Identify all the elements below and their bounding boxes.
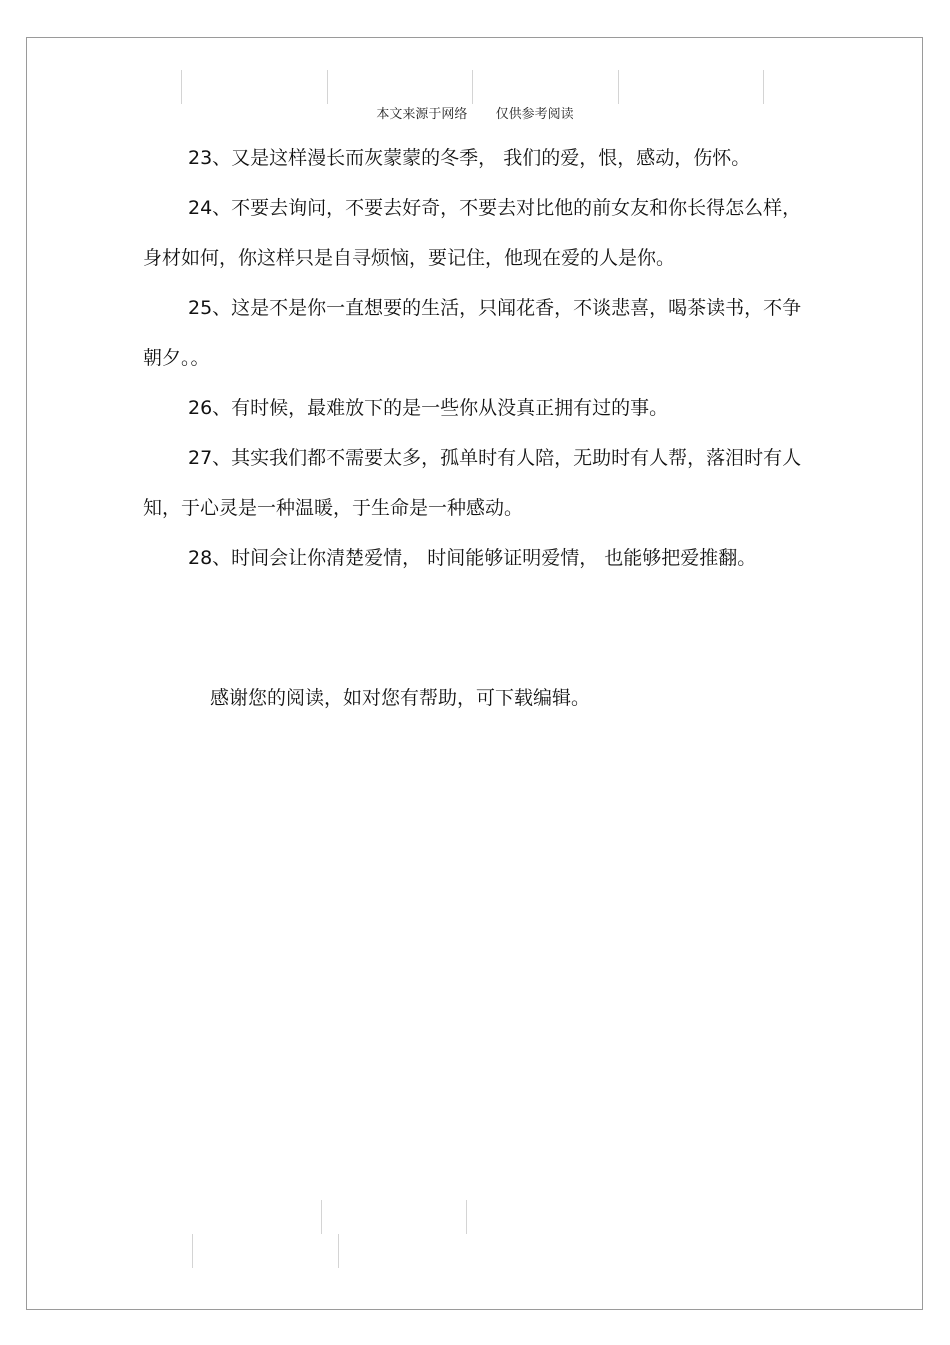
header-tick — [327, 70, 328, 104]
paragraph-25: 25、这是不是你一直想要的生活，只闻花香，不谈悲喜，喝茶读书，不争朝夕。。 — [143, 297, 802, 369]
footer-tick — [466, 1200, 467, 1234]
paragraph-28: 28、时间会让你清楚爱情， 时间能够证明爱情， 也能够把爱推翻。 — [188, 547, 757, 569]
source-note — [0, 103, 950, 122]
paragraph-23: 23、又是这样漫长而灰蒙蒙的冬季， 我们的爱，恨，感动，伤怀。 — [188, 147, 751, 169]
footer-tick — [321, 1200, 322, 1234]
thanks-note: 感谢您的阅读，如对您有帮助，可下载编辑。 — [210, 687, 591, 709]
footer-tick — [338, 1234, 339, 1268]
paragraph-27: 27、其实我们都不需要太多，孤单时有人陪，无助时有人帮，落泪时有人知，于心灵是一种温暖，于生命是一种感动。 — [143, 447, 802, 519]
paragraph-24: 24、不要去询问，不要去好奇，不要去对比他的前女友和你长得怎么样，身材如何，你这样只是自寻烦恼，要记住，他现在爱的人是你。 — [143, 197, 802, 269]
paragraph-26: 26、有时候，最难放下的是一些你从没真正拥有过的事。 — [188, 397, 669, 419]
source-note-right: 仅供参考阅读 — [495, 107, 574, 122]
source-note-left: 本文来源于网络 — [376, 107, 468, 122]
footer-tick — [192, 1234, 193, 1268]
header-tick — [618, 70, 619, 104]
header-tick — [472, 70, 473, 104]
header-tick — [763, 70, 764, 104]
header-tick — [181, 70, 182, 104]
document-body — [143, 133, 803, 583]
